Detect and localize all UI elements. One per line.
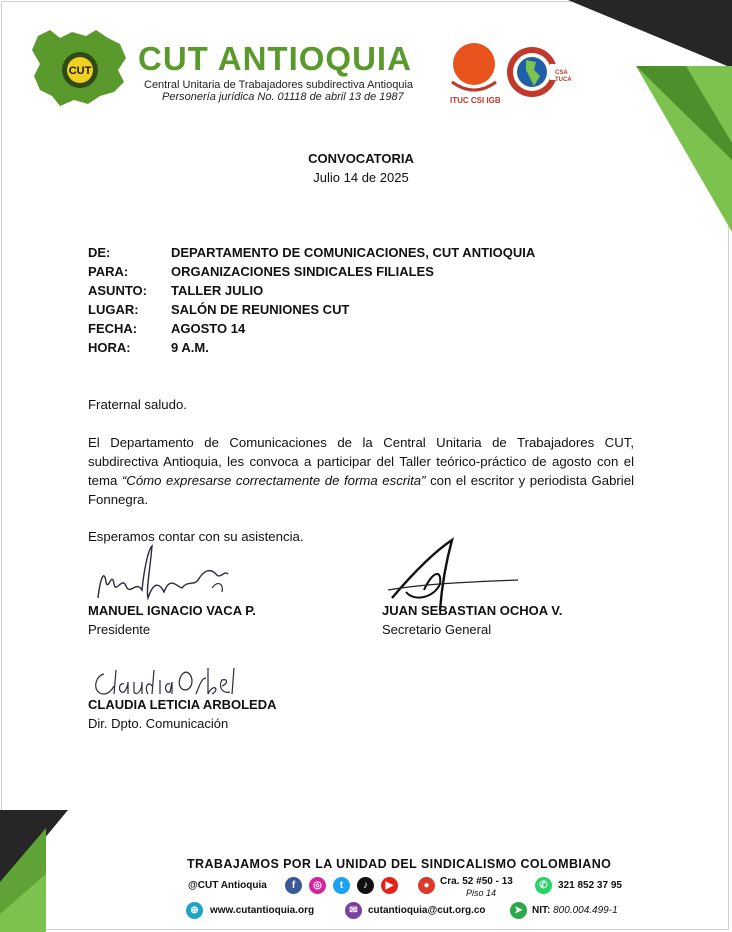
instagram-icon[interactable]: ◎ (309, 877, 326, 894)
body-paragraph (88, 433, 634, 509)
antioquia-map-logo (30, 26, 130, 108)
footer-slogan: TRABAJAMOS POR LA UNIDAD DEL SINDICALISMO COLOMBIANO (187, 857, 612, 871)
field-row-para (88, 264, 434, 279)
field-value: SALÓN DE REUNIONES CUT (171, 302, 350, 317)
location-pin-icon: ● (418, 877, 435, 894)
body-paragraph-end: con el escritor y periodista Gabriel Fonnegra. (88, 473, 635, 507)
globe-icon: ⊕ (186, 902, 203, 919)
csa-tuca-logo (506, 44, 562, 100)
field-value: DEPARTAMENTO DE COMUNICACIONES, CUT ANTIOQUIA (171, 245, 536, 260)
phone-number: 321 852 37 95 (558, 880, 622, 891)
signatory-name: CLAUDIA LETICIA ARBOLEDA (88, 697, 277, 712)
field-label: LUGAR: (88, 302, 139, 317)
facebook-icon[interactable]: f (285, 877, 302, 894)
ituc-logo (446, 40, 502, 96)
field-label: ASUNTO: (88, 283, 147, 298)
nit-label: NIT: (532, 905, 551, 916)
cursor-icon: ➤ (510, 902, 527, 919)
field-label: PARA: (88, 264, 129, 279)
workshop-topic: “Cómo expresarse correctamente de forma escrita” (121, 473, 426, 488)
field-value: TALLER JULIO (171, 283, 264, 298)
bottom-left-corner-decoration (0, 806, 72, 932)
signatory-name: JUAN SEBASTIAN OCHOA V. (382, 603, 563, 618)
youtube-icon[interactable]: ▶ (381, 877, 398, 894)
field-row-de (88, 245, 535, 260)
org-subtitle: Central Unitaria de Trabajadores subdirectiva Antioquia (144, 79, 414, 91)
org-name: CUT ANTIOQUIA (138, 40, 412, 77)
document-title: CONVOCATORIA (308, 151, 414, 166)
field-row-fecha (88, 321, 245, 336)
tuca-label: TUCA (555, 77, 572, 83)
website-link[interactable]: www.cutantioquia.org (210, 905, 315, 916)
ituc-label: ITUC CSI IGB (450, 96, 501, 105)
signatory-role: Secretario General (382, 622, 492, 637)
nit-info (532, 905, 618, 916)
field-value: AGOSTO 14 (171, 321, 246, 336)
field-value: ORGANIZACIONES SINDICALES FILIALES (171, 264, 434, 279)
twitter-icon[interactable]: t (333, 877, 350, 894)
address-line-2: Piso 14 (466, 888, 497, 898)
field-label: FECHA: (88, 321, 138, 336)
top-right-corner-decoration (560, 0, 732, 232)
field-row-asunto (88, 283, 263, 298)
csa-label: CSA (555, 70, 568, 76)
closing-line: Esperamos contar con su asistencia. (88, 529, 304, 544)
whatsapp-icon[interactable]: ✆ (535, 877, 552, 894)
map-logo-text: CUT (68, 65, 92, 77)
field-row-hora (88, 340, 209, 355)
email-icon: ✉ (345, 902, 362, 919)
signatory-role: Dir. Dpto. Comunicación (88, 716, 229, 731)
signatory-role: Presidente (88, 622, 151, 637)
body-paragraph-start: El Departamento de Comunicaciones de la Central Unitaria de Trabajadores CUT, subdirectiva Antioquia, les convoca a participar del Taller teórico-práctico de agosto con el tema (88, 435, 634, 488)
nit-value: 800.004.499-1 (553, 905, 618, 916)
csa-tuca-label (555, 70, 572, 84)
org-legal-registration: Personería jurídica No. 01118 de abril 13 de 1987 (162, 91, 404, 103)
field-label: HORA: (88, 340, 131, 355)
field-label: DE: (88, 245, 111, 260)
document-date: Julio 14 de 2025 (313, 170, 409, 185)
address-line-1: Cra. 52 #50 - 13 (440, 876, 513, 887)
email-link[interactable]: cutantioquia@cut.org.co (368, 905, 486, 916)
tiktok-icon[interactable]: ♪ (357, 877, 374, 894)
signature-manuel-vaca (92, 540, 242, 610)
greeting: Fraternal saludo. (88, 397, 187, 412)
social-handle: @CUT Antioquia (188, 880, 267, 891)
field-value: 9 A.M. (171, 340, 209, 355)
field-row-lugar (88, 302, 349, 317)
signatory-name: MANUEL IGNACIO VACA P. (88, 603, 256, 618)
